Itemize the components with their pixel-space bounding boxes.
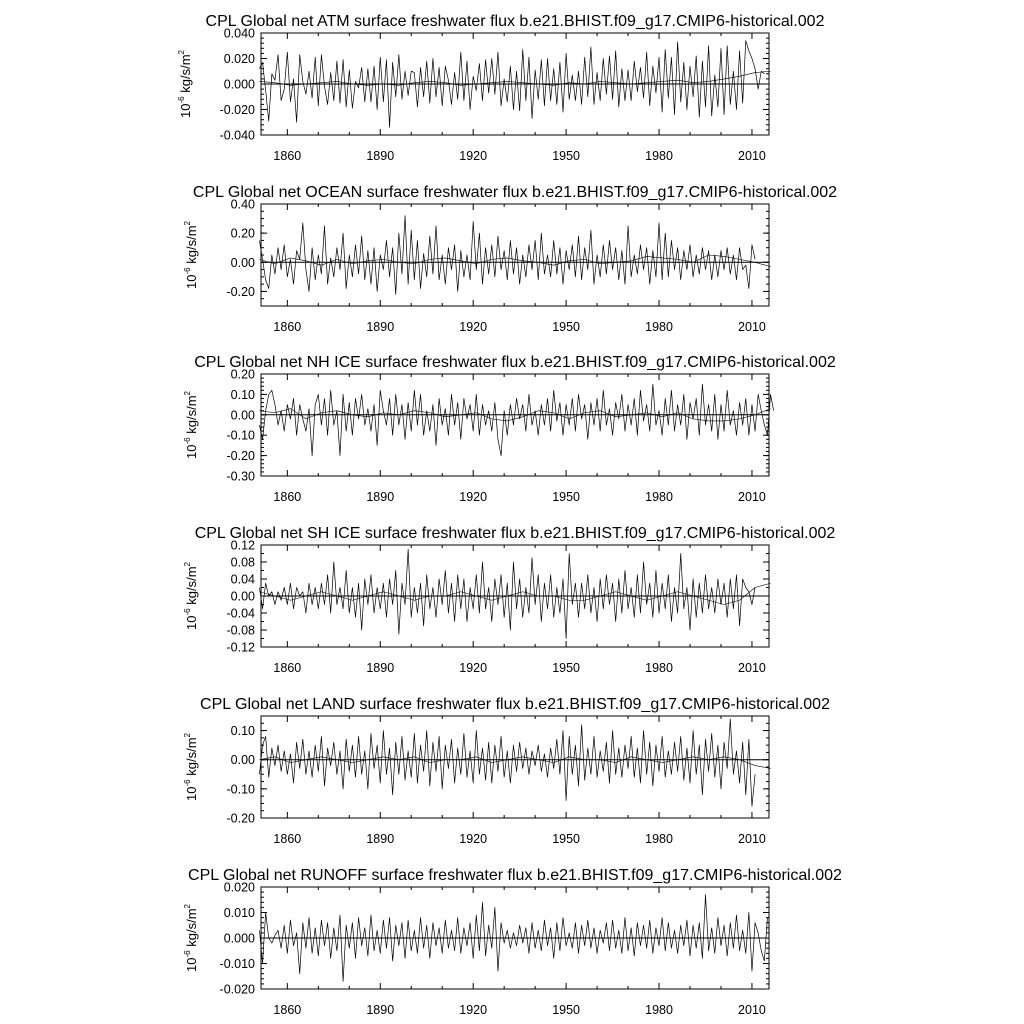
y-label-part: -6 <box>183 267 192 275</box>
plot-frame <box>261 204 769 306</box>
x-tick-label: 1950 <box>552 149 581 163</box>
x-tick-label: 1920 <box>459 320 488 334</box>
series-line-annual <box>259 719 755 806</box>
y-label-part: 10 <box>184 786 199 801</box>
x-tick-label: 1920 <box>459 490 488 504</box>
x-tick-label: 1980 <box>645 149 673 163</box>
y-label-part: 2 <box>183 221 192 226</box>
x-tick-label: 2010 <box>738 661 766 675</box>
x-tick-label: 1950 <box>552 661 581 675</box>
chart-title: CPL Global net NH ICE surface freshwater flux b.e21.BHIST.f09_g17.CMIP6-historical.002 <box>194 354 836 371</box>
y-tick-label: -0.020 <box>219 103 255 117</box>
y-tick-label: 0.40 <box>230 197 255 212</box>
y-tick-label: 0.020 <box>223 880 255 895</box>
y-label-part: 2 <box>183 391 192 396</box>
panel-0 <box>177 13 825 163</box>
x-tick-label: 1890 <box>366 1003 395 1017</box>
panel-4 <box>183 696 830 846</box>
x-tick-label: 1890 <box>366 320 395 334</box>
panel-5 <box>183 867 842 1017</box>
x-tick-label: 1950 <box>552 832 581 846</box>
x-tick-label: 1860 <box>273 661 302 675</box>
y-label-part: 10 <box>184 615 199 630</box>
y-label-part: 2 <box>183 562 192 567</box>
y-axis-label <box>183 732 199 801</box>
x-tick-label: 2010 <box>738 320 766 334</box>
x-tick-label: 1980 <box>645 320 673 334</box>
y-axis-label <box>183 220 199 289</box>
series-line-annual <box>259 384 773 455</box>
y-label-part: kg/s/m <box>184 395 199 438</box>
x-tick-label: 1890 <box>366 490 395 504</box>
chart-title: CPL Global net LAND surface freshwater flux b.e21.BHIST.f09_g17.CMIP6-historical.002 <box>200 696 830 713</box>
y-label-part: 2 <box>183 733 192 738</box>
y-label-part: 10 <box>178 103 193 118</box>
x-tick-label: 1920 <box>459 1003 488 1017</box>
y-tick-label: 0.12 <box>230 538 255 553</box>
series-line-annual <box>259 216 755 295</box>
y-tick-label: 0.20 <box>230 226 255 241</box>
y-axis-label <box>183 903 199 972</box>
y-axis-label <box>183 390 199 459</box>
y-label-part: -6 <box>183 950 192 958</box>
x-tick-label: 1860 <box>273 149 302 163</box>
y-tick-label: -0.08 <box>226 623 255 638</box>
x-tick-label: 1920 <box>459 832 488 846</box>
y-label-part: kg/s/m <box>178 54 193 97</box>
y-label-part: 2 <box>183 904 192 909</box>
y-label-part: 10 <box>184 274 199 289</box>
y-tick-label: 0.020 <box>223 52 255 66</box>
y-tick-label: -0.12 <box>226 640 255 655</box>
plot-frame <box>261 374 769 476</box>
y-tick-label: 0.00 <box>230 753 255 768</box>
y-label-part: 2 <box>177 50 186 55</box>
y-tick-label: -0.20 <box>226 449 255 464</box>
y-tick-label: 0.010 <box>223 906 255 920</box>
x-tick-label: 2010 <box>738 832 766 846</box>
panel-2 <box>183 354 836 504</box>
chart-title: CPL Global net OCEAN surface freshwater flux b.e21.BHIST.f09_g17.CMIP6-historical.002 <box>192 184 838 201</box>
y-tick-label: 0.00 <box>230 255 255 270</box>
y-label-part: -6 <box>183 437 192 445</box>
x-tick-label: 1980 <box>645 661 673 675</box>
y-label-part: -6 <box>177 96 186 104</box>
chart-title: CPL Global net ATM surface freshwater flux b.e21.BHIST.f09_g17.CMIP6-historical.002 <box>205 13 825 30</box>
x-tick-label: 2010 <box>738 1003 766 1017</box>
panel-1 <box>183 184 837 334</box>
y-tick-label: -0.010 <box>219 957 255 971</box>
y-tick-label: 0.000 <box>223 931 255 946</box>
y-tick-label: 0.08 <box>230 555 255 570</box>
y-label-part: kg/s/m <box>184 225 199 268</box>
y-label-part: 10 <box>184 444 199 459</box>
x-tick-label: 1860 <box>273 490 302 504</box>
series-line-annual <box>259 549 755 638</box>
chart-title: CPL Global net RUNOFF surface freshwater flux b.e21.BHIST.f09_g17.CMIP6-historical.002 <box>188 867 842 884</box>
x-tick-label: 1980 <box>645 832 673 846</box>
x-tick-label: 1890 <box>366 149 395 163</box>
y-tick-label: 0.00 <box>230 589 255 604</box>
y-tick-label: 0.04 <box>230 572 255 587</box>
panel-3 <box>183 525 835 675</box>
y-tick-label: 0.10 <box>230 387 255 402</box>
y-axis-label <box>177 49 193 118</box>
x-tick-label: 1950 <box>552 1003 581 1017</box>
y-tick-label: -0.04 <box>226 606 255 621</box>
x-tick-label: 1890 <box>366 661 395 675</box>
x-tick-label: 1860 <box>273 1003 302 1017</box>
x-tick-label: 1980 <box>645 490 673 504</box>
y-tick-label: 0.000 <box>223 77 255 92</box>
x-tick-label: 2010 <box>738 490 766 504</box>
y-tick-label: -0.10 <box>226 428 255 443</box>
y-tick-label: 0.00 <box>230 408 255 423</box>
x-tick-label: 2010 <box>738 149 766 163</box>
y-tick-label: 0.040 <box>223 26 255 41</box>
y-tick-label: -0.20 <box>226 284 255 299</box>
x-tick-label: 1980 <box>645 1003 673 1017</box>
y-label-part: 10 <box>184 957 199 972</box>
y-label-part: -6 <box>183 608 192 616</box>
y-tick-label: -0.020 <box>219 982 255 997</box>
x-tick-label: 1920 <box>459 661 488 675</box>
y-tick-label: -0.30 <box>226 469 255 484</box>
y-label-part: kg/s/m <box>184 908 199 951</box>
y-axis-label <box>183 561 199 630</box>
x-tick-label: 1950 <box>552 320 581 334</box>
y-label-part: -6 <box>183 779 192 787</box>
y-tick-label: -0.20 <box>226 811 255 826</box>
y-tick-label: 0.20 <box>230 367 255 382</box>
y-label-part: kg/s/m <box>184 566 199 609</box>
x-tick-label: 1890 <box>366 832 395 846</box>
chart-title: CPL Global net SH ICE surface freshwater flux b.e21.BHIST.f09_g17.CMIP6-historical.002 <box>194 525 836 542</box>
x-tick-label: 1920 <box>459 149 488 163</box>
y-tick-label: -0.040 <box>219 128 255 143</box>
y-tick-label: -0.10 <box>226 782 255 797</box>
y-tick-label: 0.10 <box>230 724 255 739</box>
x-tick-label: 1860 <box>273 832 302 846</box>
x-tick-label: 1860 <box>273 320 302 334</box>
y-label-part: kg/s/m <box>184 737 199 780</box>
x-tick-label: 1950 <box>552 490 581 504</box>
